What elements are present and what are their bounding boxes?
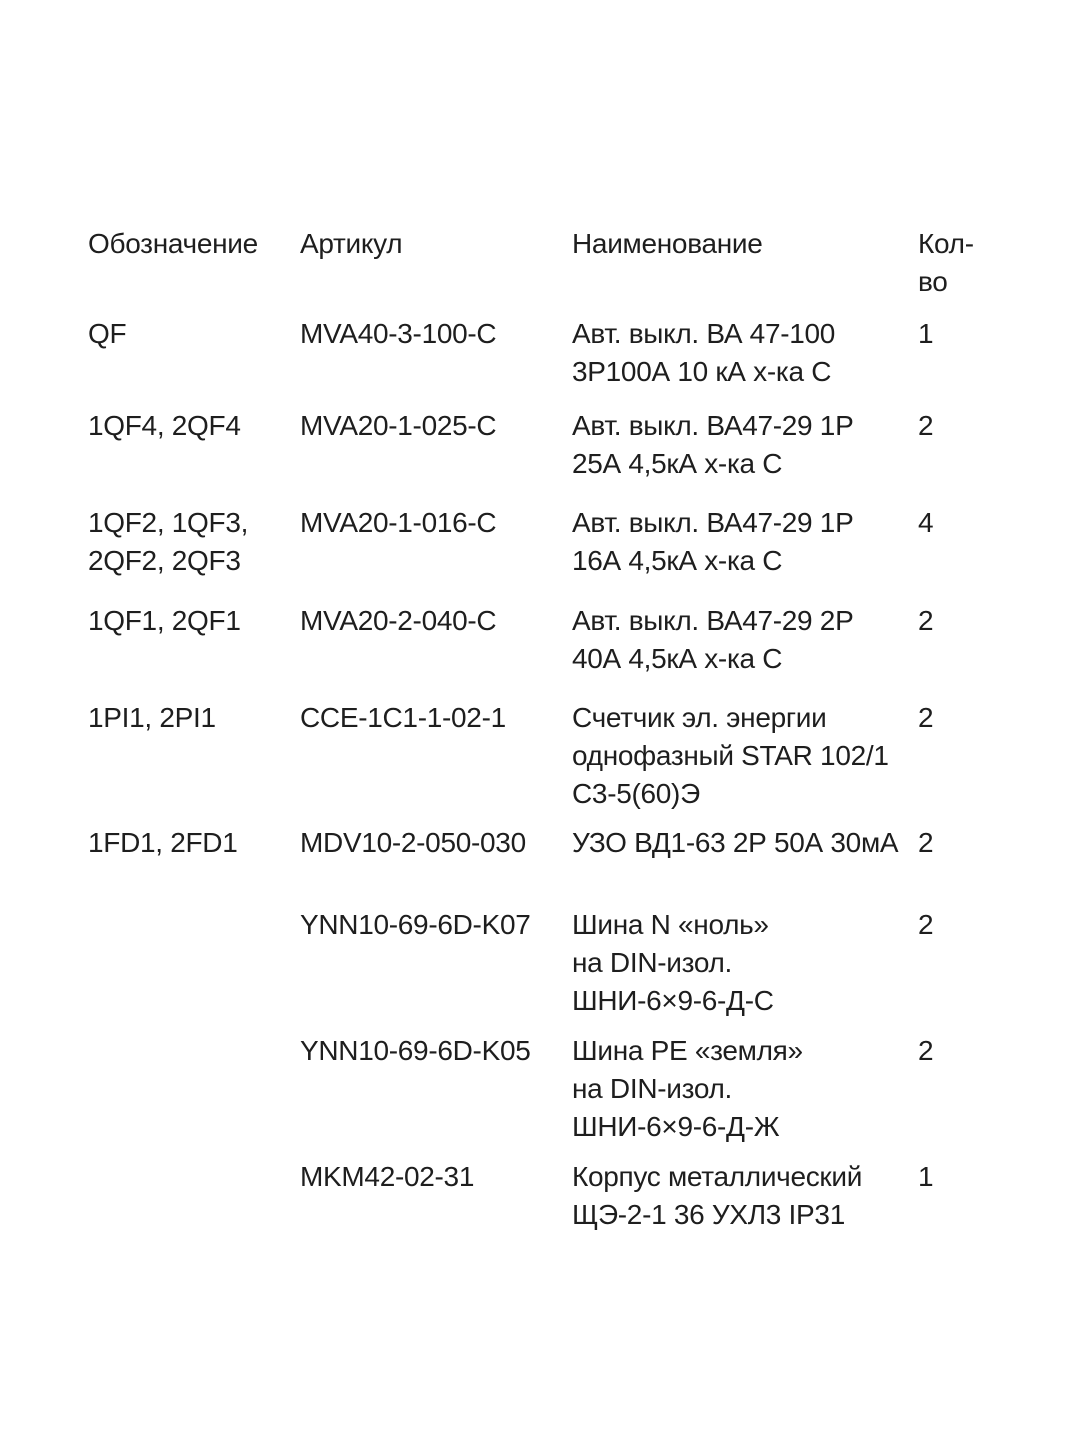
- article-cell: MVA20-1-016-C: [300, 507, 497, 538]
- name-cell: Авт. выкл. ВА47-29 2Р 40А 4,5кА х-ка С: [572, 605, 854, 674]
- designation-cell: QF: [88, 318, 127, 349]
- header-name: Наименование: [572, 228, 763, 259]
- designation-cell: 1QF1, 2QF1: [88, 605, 241, 636]
- table-row: [88, 1032, 1048, 1146]
- table-row: [88, 824, 1048, 862]
- designation-cell: 1FD1, 2FD1: [88, 827, 238, 858]
- qty-cell: 2: [918, 702, 934, 733]
- qty-cell: 4: [918, 507, 934, 538]
- article-cell: CCE-1C1-1-02-1: [300, 702, 506, 733]
- name-cell: Счетчик эл. энергии однофазный STAR 102/1 С3-5(60)Э: [572, 702, 889, 809]
- article-cell: YNN10-69-6D-K05: [300, 1035, 531, 1066]
- table-row: [88, 315, 1048, 391]
- table-row: [88, 699, 1048, 813]
- designation-cell: [88, 1032, 300, 1146]
- header-designation: Обозначение: [88, 228, 258, 259]
- article-cell: MKM42-02-31: [300, 1161, 475, 1192]
- specification-table: [88, 225, 1048, 1234]
- table-row: [88, 906, 1048, 1020]
- qty-cell: 2: [918, 827, 934, 858]
- article-cell: MVA20-2-040-C: [300, 605, 497, 636]
- name-cell: Корпус металлический ЩЭ-2-1 36 УХЛ3 IP31: [572, 1161, 863, 1230]
- qty-cell: 2: [918, 1035, 934, 1066]
- table-row: [88, 504, 1048, 580]
- header-article: Артикул: [300, 228, 403, 259]
- name-cell: УЗО ВД1-63 2Р 50А 30мА: [572, 827, 899, 858]
- name-cell: Шина N «ноль» на DIN-изол. ШНИ-6×9-6-Д-С: [572, 909, 774, 1016]
- name-cell: Авт. выкл. ВА47-29 1Р 25А 4,5кА х-ка С: [572, 410, 854, 479]
- designation-cell: 1QF4, 2QF4: [88, 410, 241, 441]
- article-cell: YNN10-69-6D-K07: [300, 909, 531, 940]
- table-row: [88, 1158, 1048, 1234]
- header-qty: Кол- во: [918, 228, 974, 297]
- designation-cell: 1PI1, 2PI1: [88, 702, 216, 733]
- article-cell: MVA40-3-100-C: [300, 318, 497, 349]
- qty-cell: 2: [918, 605, 934, 636]
- qty-cell: 2: [918, 410, 934, 441]
- article-cell: MDV10-2-050-030: [300, 827, 526, 858]
- qty-cell: 2: [918, 909, 934, 940]
- name-cell: Шина PE «земля» на DIN-изол. ШНИ-6×9-6-Д-Ж: [572, 1035, 803, 1142]
- header-row: [88, 225, 1048, 301]
- table-row: [88, 407, 1048, 483]
- article-cell: MVA20-1-025-C: [300, 410, 497, 441]
- designation-cell: 1QF2, 1QF3, 2QF2, 2QF3: [88, 507, 249, 576]
- qty-cell: 1: [918, 1161, 934, 1192]
- designation-cell: [88, 906, 300, 1020]
- name-cell: Авт. выкл. ВА47-29 1Р 16А 4,5кА х-ка С: [572, 507, 854, 576]
- qty-cell: 1: [918, 318, 934, 349]
- name-cell: Авт. выкл. ВА 47-100 3Р100А 10 кА х-ка С: [572, 318, 836, 387]
- designation-cell: [88, 1158, 300, 1234]
- table-row: [88, 602, 1048, 678]
